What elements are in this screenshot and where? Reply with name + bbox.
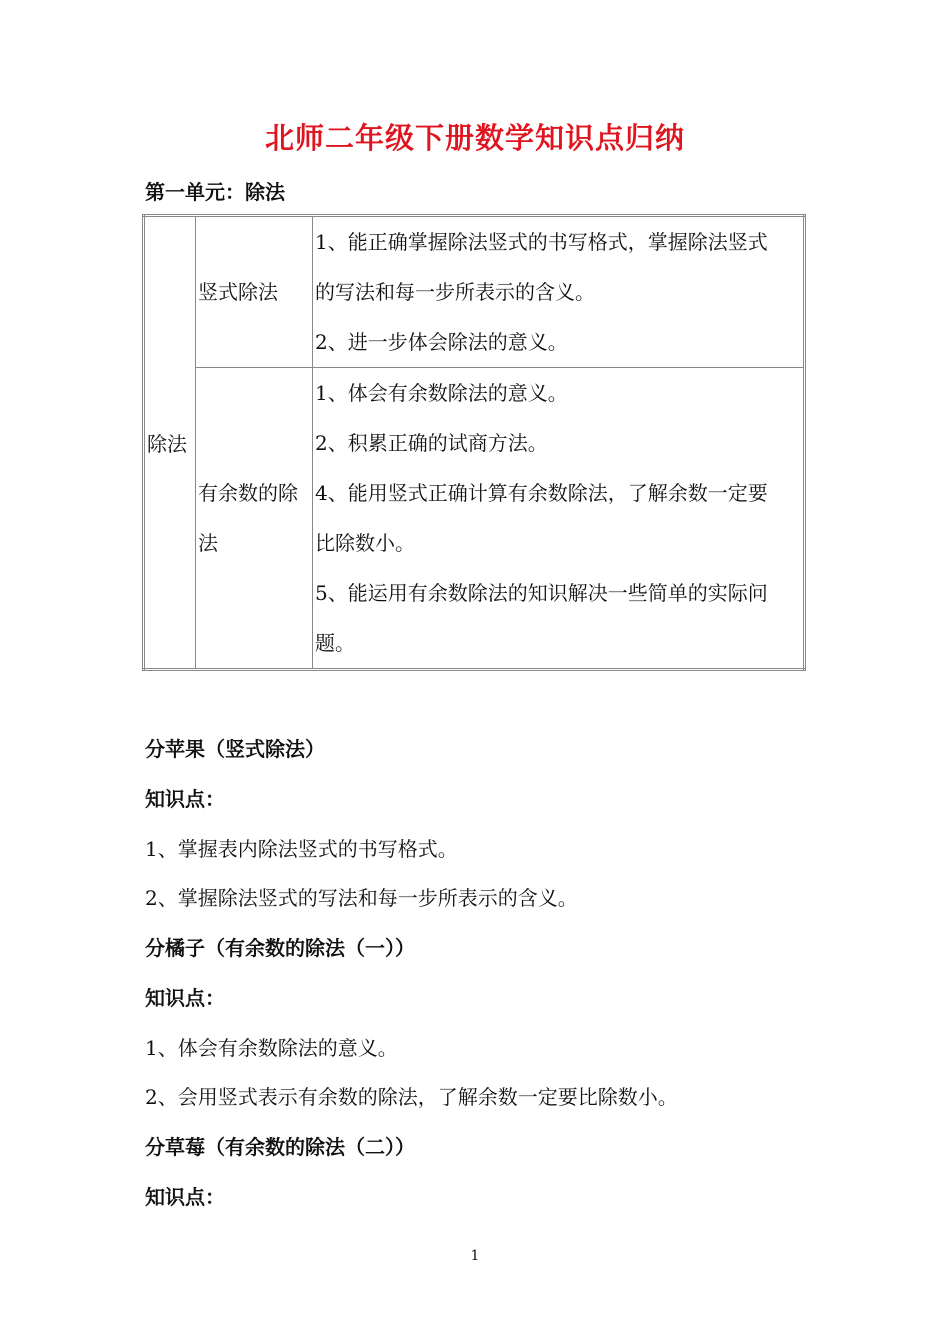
content-line: 比除数小。: [315, 531, 415, 555]
topic-line: 法: [198, 531, 218, 555]
knowledge-label: 知识点：: [145, 986, 225, 1010]
topic-cell: [196, 368, 313, 670]
section-heading: 分橘子（有余数的除法（一））: [145, 936, 415, 960]
content-line: 的写法和每一步所表示的含义。: [315, 280, 595, 304]
content-line: 题。: [315, 631, 355, 655]
category-cell: 除法: [144, 216, 196, 670]
content-line: 1、体会有余数除法的意义。: [315, 381, 568, 405]
content-line: 1、能正确掌握除法竖式的书写格式，掌握除法竖式: [315, 230, 768, 254]
content-line: 2、进一步体会除法的意义。: [315, 330, 568, 354]
knowledge-item: 1、掌握表内除法竖式的书写格式。: [145, 837, 458, 861]
content-cell: [313, 216, 805, 368]
knowledge-item: 2、会用竖式表示有余数的除法，了解余数一定要比除数小。: [145, 1085, 678, 1109]
knowledge-item: 2、掌握除法竖式的写法和每一步所表示的含义。: [145, 886, 578, 910]
content-line: 4、能用竖式正确计算有余数除法，了解余数一定要: [315, 481, 768, 505]
knowledge-label: 知识点：: [145, 787, 225, 811]
table-row: [144, 368, 805, 670]
content-line: 2、积累正确的试商方法。: [315, 431, 548, 455]
content-line: 5、能运用有余数除法的知识解决一些简单的实际问: [315, 581, 768, 605]
page-number: 1: [470, 1248, 480, 1264]
knowledge-label: 知识点：: [145, 1185, 225, 1209]
content-cell: [313, 368, 805, 670]
table-row: [144, 216, 805, 368]
document-title: 北师二年级下册数学知识点归纳: [264, 121, 685, 155]
topic-line: 有余数的除: [198, 481, 298, 505]
unit-heading: 第一单元：除法: [145, 180, 285, 204]
topic-cell: 竖式除法: [196, 216, 313, 368]
section-heading: 分草莓（有余数的除法（二））: [145, 1135, 415, 1159]
knowledge-item: 1、体会有余数除法的意义。: [145, 1036, 398, 1060]
knowledge-table: [142, 214, 806, 671]
section-heading: 分苹果（竖式除法）: [145, 737, 325, 761]
